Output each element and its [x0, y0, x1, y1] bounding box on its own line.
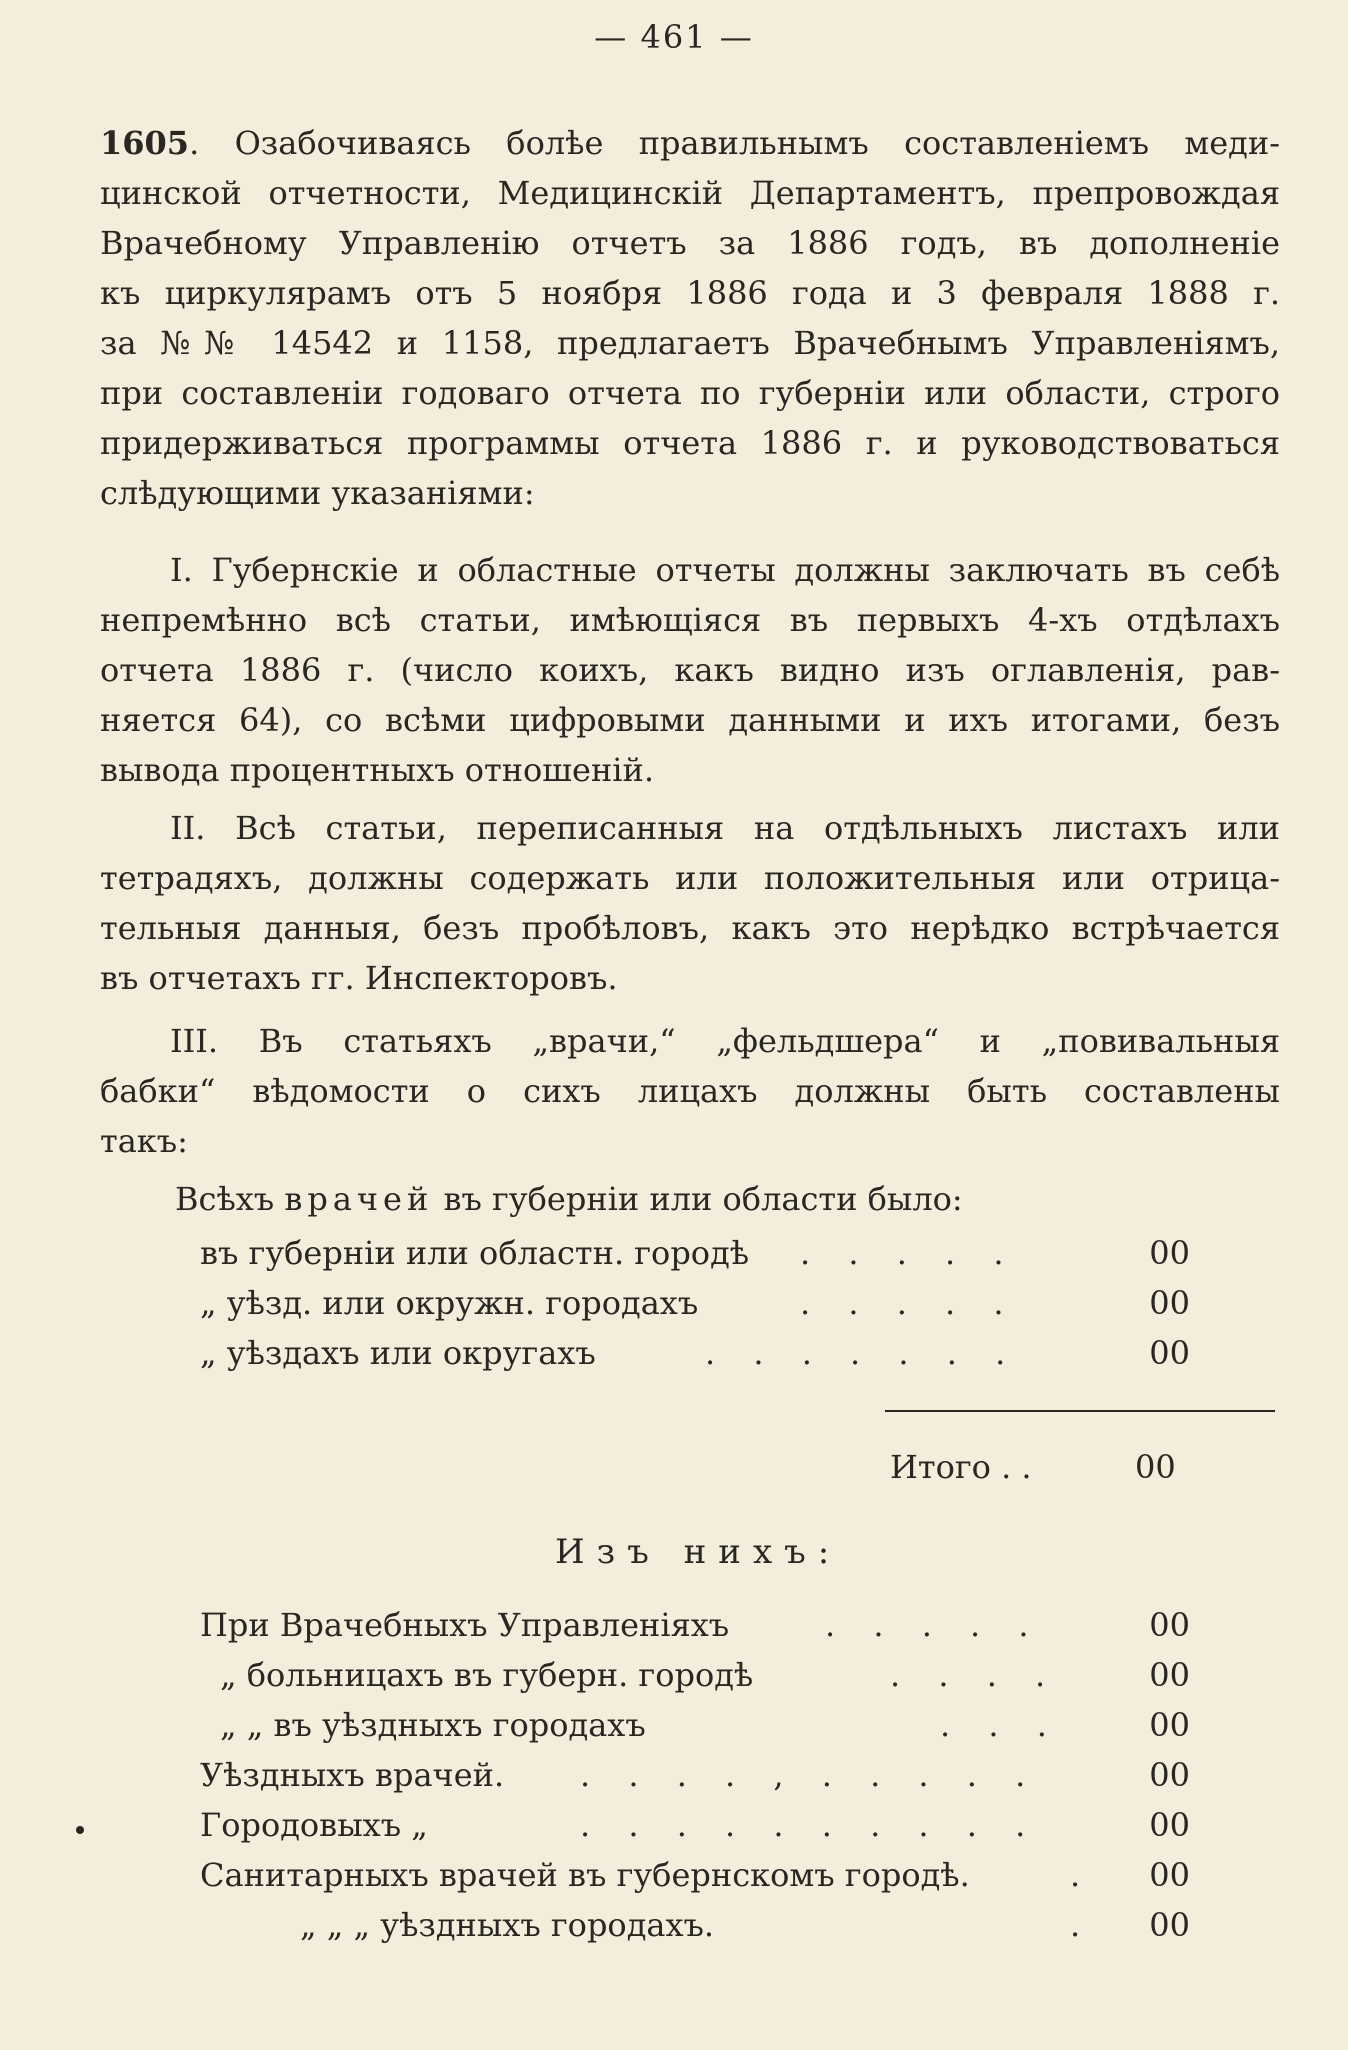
sub-row-label: „ „ „ уѣздныхъ городахъ. — [300, 1906, 715, 1944]
point-3-paragraph — [100, 1016, 1280, 1166]
intro-line: за №№ 14542 и 1158, предлагаетъ Врачебнымъ Управленіямъ, — [100, 324, 1280, 362]
sub-row-dots: . . . — [940, 1706, 1061, 1744]
sub-row — [200, 1750, 1190, 1800]
point-2-line: тетрадяхъ, должны содержать или положительныя или отрица- — [100, 859, 1280, 897]
form-row-value: 00 — [1149, 1234, 1190, 1272]
point-2-line: тельныя данныя, безъ пробѣловъ, какъ это нерѣдко встрѣчается — [100, 909, 1280, 947]
total-label: Итого . . — [890, 1448, 1032, 1486]
form-row-value: 00 — [1149, 1284, 1190, 1322]
sub-row-value: 00 — [1149, 1806, 1190, 1844]
sub-row-label: При Врачебныхъ Управленіяхъ — [200, 1606, 730, 1644]
sub-row-value: 00 — [1149, 1606, 1190, 1644]
sub-row-value: 00 — [1149, 1756, 1190, 1794]
sub-row — [200, 1850, 1190, 1900]
form-title: Всѣхъ врачей въ губерніи или области было: — [175, 1180, 963, 1218]
point-2 — [100, 803, 1280, 1003]
form-row-dots: . . . . . — [800, 1234, 1018, 1272]
point-3-line: III. Въ статьяхъ „врачи,“ „фельдшера“ и „повивальныя — [170, 1022, 1280, 1060]
intro-paragraph — [100, 118, 1280, 518]
total-value: 00 — [1135, 1448, 1176, 1486]
sub-row — [200, 1800, 1190, 1850]
sub-row-label: „ больницахъ въ губерн. городѣ — [220, 1656, 754, 1694]
sub-row-dots: . . . . . . . . . . — [580, 1806, 1040, 1844]
sub-row — [200, 1650, 1190, 1700]
sub-row-label: Санитарныхъ врачей въ губернскомъ городѣ. — [200, 1856, 970, 1894]
form-row-label: „ уѣздахъ или округахъ — [200, 1334, 596, 1372]
article-intro — [100, 118, 1280, 518]
point-1-line: няется 64), со всѣми цифровыми данными и ихъ итогами, безъ — [100, 701, 1280, 739]
sub-row-label: „ „ въ уѣздныхъ городахъ — [220, 1706, 646, 1744]
article-number: 1605 — [100, 124, 190, 162]
sub-row-dots: . . . . — [890, 1656, 1060, 1694]
point-1-paragraph — [100, 545, 1280, 795]
form-row-label: въ губерніи или областн. городѣ — [200, 1234, 750, 1272]
form-row-dots: . . . . . . . — [705, 1334, 1020, 1372]
sub-row-value: 00 — [1149, 1906, 1190, 1944]
intro-line: слѣдующими указаніями: — [100, 474, 535, 512]
sub-row — [200, 1900, 1190, 1950]
sub-row — [200, 1700, 1190, 1750]
sub-row-dots: . — [1070, 1906, 1095, 1944]
intro-line: цинской отчетности, Медицинскій Департаментъ, препровождая — [100, 174, 1280, 212]
total-rule — [885, 1410, 1275, 1412]
sub-row-value: 00 — [1149, 1856, 1190, 1894]
sub-row-dots: . . . . . — [825, 1606, 1043, 1644]
point-2-line: въ отчетахъ гг. Инспекторовъ. — [100, 959, 618, 997]
sub-row-dots: . — [1070, 1856, 1095, 1894]
point-1-line: вывода процентныхъ отношеній. — [100, 751, 655, 789]
sub-row-label: Городовыхъ „ — [200, 1806, 428, 1844]
sub-row-value: 00 — [1149, 1656, 1190, 1694]
sub-row — [200, 1600, 1190, 1650]
page-number: — 461 — — [594, 18, 754, 56]
sub-list — [200, 1600, 1190, 1950]
intro-line: придерживаться программы отчета 1886 г. и руководствоваться — [100, 424, 1280, 462]
point-1 — [100, 545, 1280, 795]
intro-line: . Озабочиваясь болѣе правильнымъ составленіемъ меди- — [189, 124, 1280, 162]
sub-row-dots: . . . . , . . . . . — [580, 1756, 1040, 1794]
intro-line: къ циркулярамъ отъ 5 ноября 1886 года и 3 февраля 1888 г. — [100, 274, 1280, 312]
form-row-dots: . . . . . — [800, 1284, 1018, 1322]
form-row — [200, 1228, 1190, 1278]
intro-line: при составленіи годоваго отчета по губерніи или области, строго — [100, 374, 1280, 412]
point-3-line: такъ: — [100, 1122, 188, 1160]
point-1-line: отчета 1886 г. (число коихъ, какъ видно изъ оглавленія, рав- — [100, 651, 1280, 689]
form-row — [200, 1278, 1190, 1328]
subheading: Изъ нихъ: — [555, 1532, 842, 1572]
point-2-paragraph — [100, 803, 1280, 1003]
sub-row-label: Уѣздныхъ врачей. — [200, 1756, 505, 1794]
form-row-value: 00 — [1149, 1334, 1190, 1372]
margin-ink-dot — [76, 1826, 84, 1834]
point-3-line: бабки“ вѣдомости о сихъ лицахъ должны быть составлены — [100, 1072, 1280, 1110]
point-3 — [100, 1016, 1280, 1166]
form-list — [200, 1228, 1190, 1378]
sub-row-value: 00 — [1149, 1706, 1190, 1744]
intro-line: Врачебному Управленію отчетъ за 1886 годъ, въ дополненіе — [100, 224, 1280, 262]
form-row-label: „ уѣзд. или окружн. городахъ — [200, 1284, 699, 1322]
point-2-line: II. Всѣ статьи, переписанныя на отдѣльныхъ листахъ или — [170, 809, 1280, 847]
form-row — [200, 1328, 1190, 1378]
point-1-line: непремѣнно всѣ статьи, имѣющіяся въ первыхъ 4-хъ отдѣлахъ — [100, 601, 1280, 639]
point-1-line: I. Губернскіе и областные отчеты должны заключать въ себѣ — [170, 551, 1280, 589]
